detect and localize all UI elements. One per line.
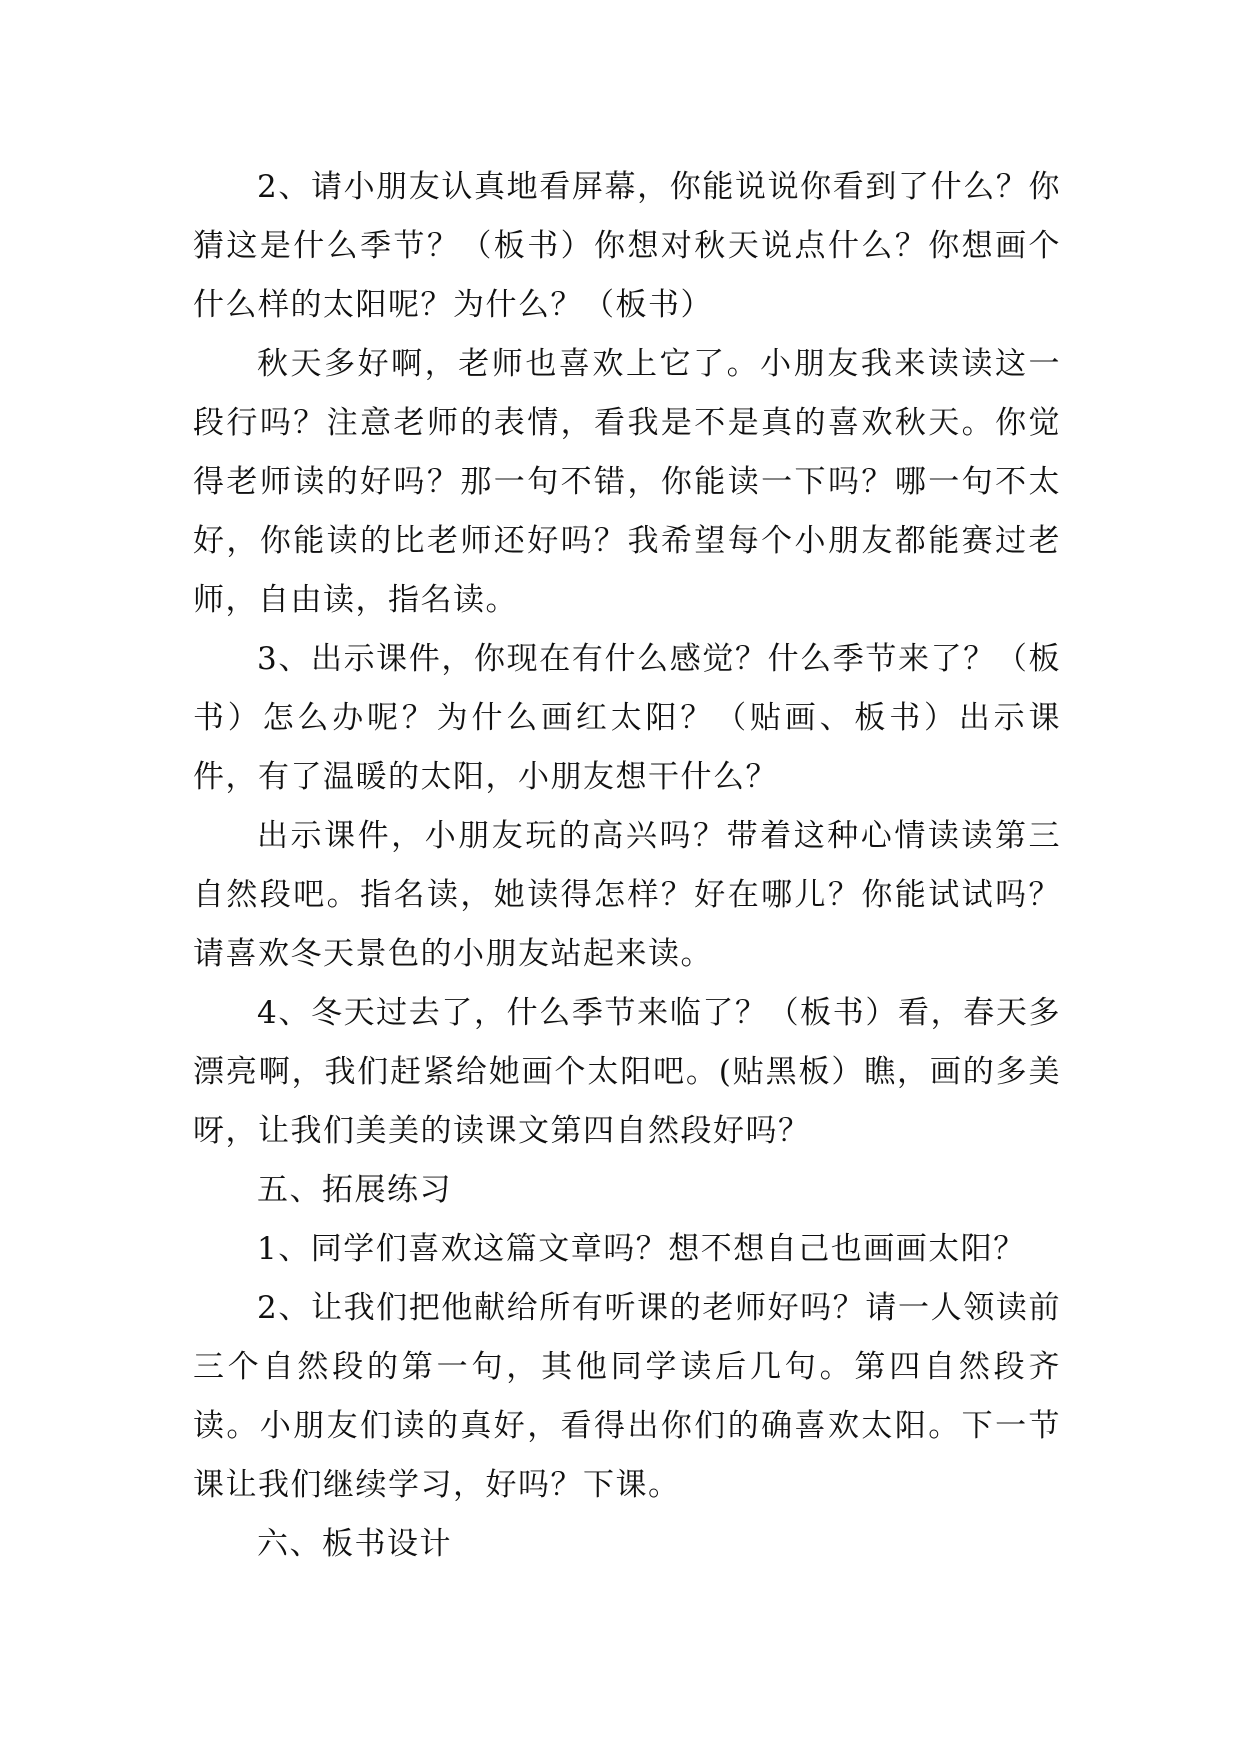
paragraph-extension-1: 1、同学们喜欢这篇文章吗？想不想自己也画画太阳？ xyxy=(257,1231,1026,1267)
document-body xyxy=(193,158,1061,1574)
paragraph-extension-2: 2、让我们把他献给所有听课的老师好吗？请一人领读前三个自然段的第一句，其他同学读后几句。第四自然段齐读。小朋友们读的真好，看得出你们的确喜欢太阳。下一节课让我们继续学习，好吗？下课。 xyxy=(193,1290,1061,1503)
section-heading-extension: 五、拓展练习 xyxy=(257,1172,452,1208)
paragraph-winter-reading: 出示课件，小朋友玩的高兴吗？带着这种心情读读第三自然段吧。指名读，她读得怎样？好在哪儿？你能试试吗？请喜欢冬天景色的小朋友站起来读。 xyxy=(193,818,1061,972)
paragraph-activity-3: 3、出示课件，你现在有什么感觉？什么季节来了？（板书）怎么办呢？为什么画红太阳？（贴画、板书）出示课件，有了温暖的太阳，小朋友想干什么？ xyxy=(193,641,1061,795)
paragraph-activity-4: 4、冬天过去了，什么季节来临了？（板书）看，春天多漂亮啊，我们赶紧给她画个太阳吧。(贴黑板）瞧，画的多美呀，让我们美美的读课文第四自然段好吗？ xyxy=(193,995,1061,1149)
paragraph-activity-2: 2、请小朋友认真地看屏幕，你能说说你看到了什么？你猜这是什么季节？（板书）你想对秋天说点什么？你想画个什么样的太阳呢？为什么？（板书） xyxy=(193,169,1061,323)
section-heading-board-design: 六、板书设计 xyxy=(257,1526,452,1562)
paragraph-autumn-reading: 秋天多好啊，老师也喜欢上它了。小朋友我来读读这一段行吗？注意老师的表情，看我是不是真的喜欢秋天。你觉得老师读的好吗？那一句不错，你能读一下吗？哪一句不太好，你能读的比老师还好吗？我希望每个小朋友都能赛过老师，自由读，指名读。 xyxy=(193,346,1061,618)
